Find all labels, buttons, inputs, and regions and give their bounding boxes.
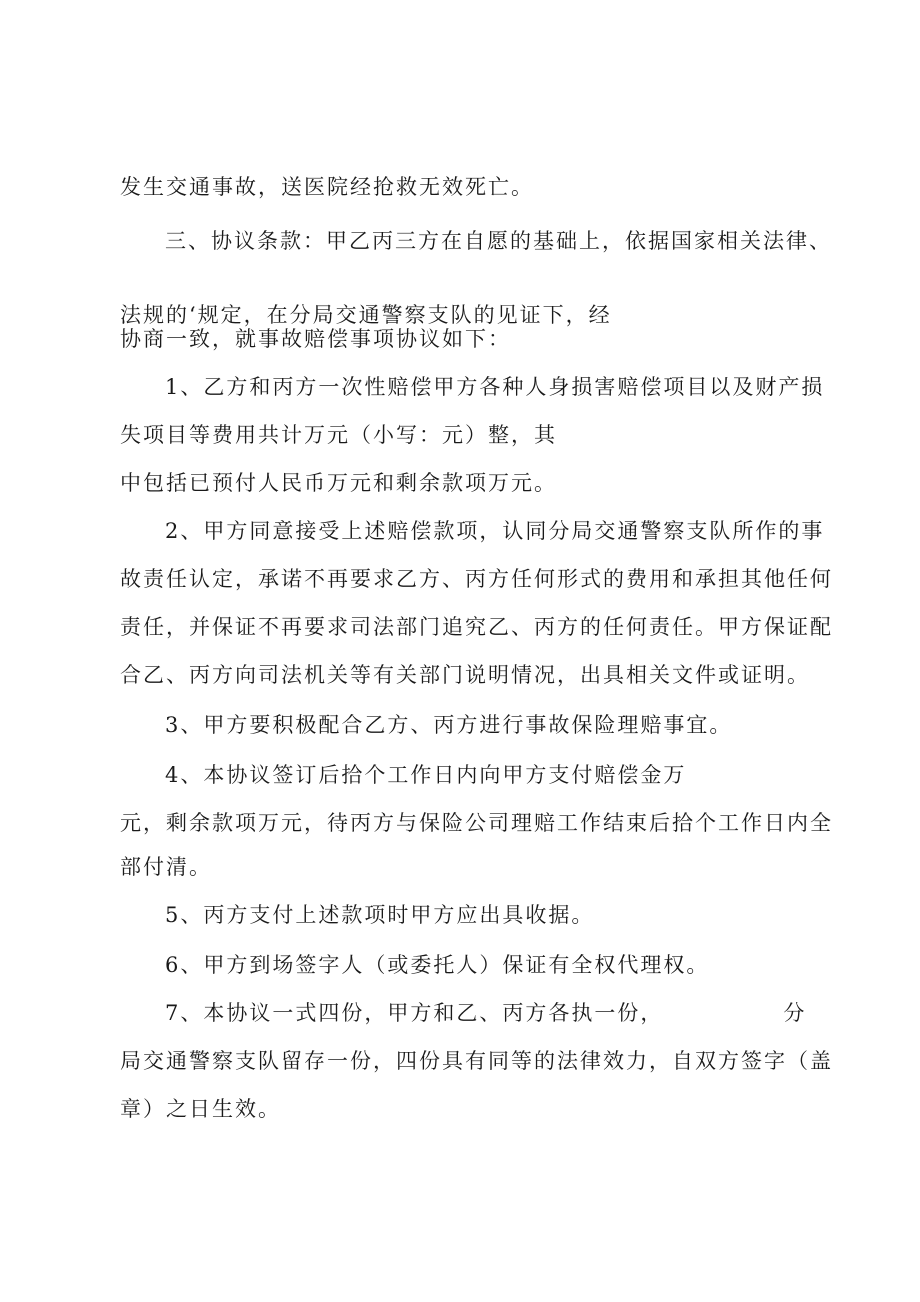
- item-4: 4、本协议签订后拾个工作日内向甲方支付赔偿金万: [165, 763, 687, 787]
- item-7-tail: 分: [783, 1001, 807, 1025]
- text-line: 部付清。: [120, 855, 212, 879]
- text-line: 发生交通事故，送医院经抢救无效死亡。: [120, 175, 534, 199]
- item-3: 3、甲方要积极配合乙方、丙方进行事故保险理赔事宜。: [165, 713, 733, 737]
- item-7: [165, 998, 806, 1028]
- item-2: 2、甲方同意接受上述赔偿款项，认同分局交通警察支队所作的事: [165, 519, 825, 543]
- item-6: 6、甲方到场签字人（或委托人）保证有全权代理权。: [165, 953, 710, 977]
- clause-3-heading: 三、协议条款：甲乙丙三方在自愿的基础上，依据国家相关法律、: [165, 229, 832, 253]
- text-line: 局交通警察支队留存一份，四份具有同等的法律效力，自双方签字（盖: [120, 1049, 833, 1073]
- item-5: 5、丙方支付上述款项时甲方应出具收据。: [165, 903, 595, 927]
- text-line: 元，剩余款项万元，待丙方与保险公司理赔工作结束后拾个工作日内全: [120, 811, 833, 835]
- text-line: 协商一致，就事故赔偿事项协议如下：: [120, 327, 511, 351]
- text-line: 合乙、丙方向司法机关等有关部门说明情况，出具相关文件或证明。: [120, 663, 810, 687]
- text-line: 法规的‘规定，在分局交通警察支队的见证下，经: [120, 303, 612, 327]
- text-line: 责任，并保证不再要求司法部门追究乙、丙方的任何责任。甲方保证配: [120, 615, 833, 639]
- item-7-text: 7、本协议一式四份，甲方和乙、丙方各执一份，: [165, 1001, 664, 1025]
- item-1: 1、乙方和丙方一次性赔偿甲方各种人身损害赔偿项目以及财产损: [165, 375, 825, 399]
- text-line: 章）之日生效。: [120, 1097, 281, 1121]
- text-line: 中包括已预付人民币万元和剩余款项万元。: [120, 471, 557, 495]
- text-line: 失项目等费用共计万元（小写：元）整，其: [120, 423, 557, 447]
- text-line: 故责任认定，承诺不再要求乙方、丙方任何形式的费用和承担其他任何: [120, 567, 833, 591]
